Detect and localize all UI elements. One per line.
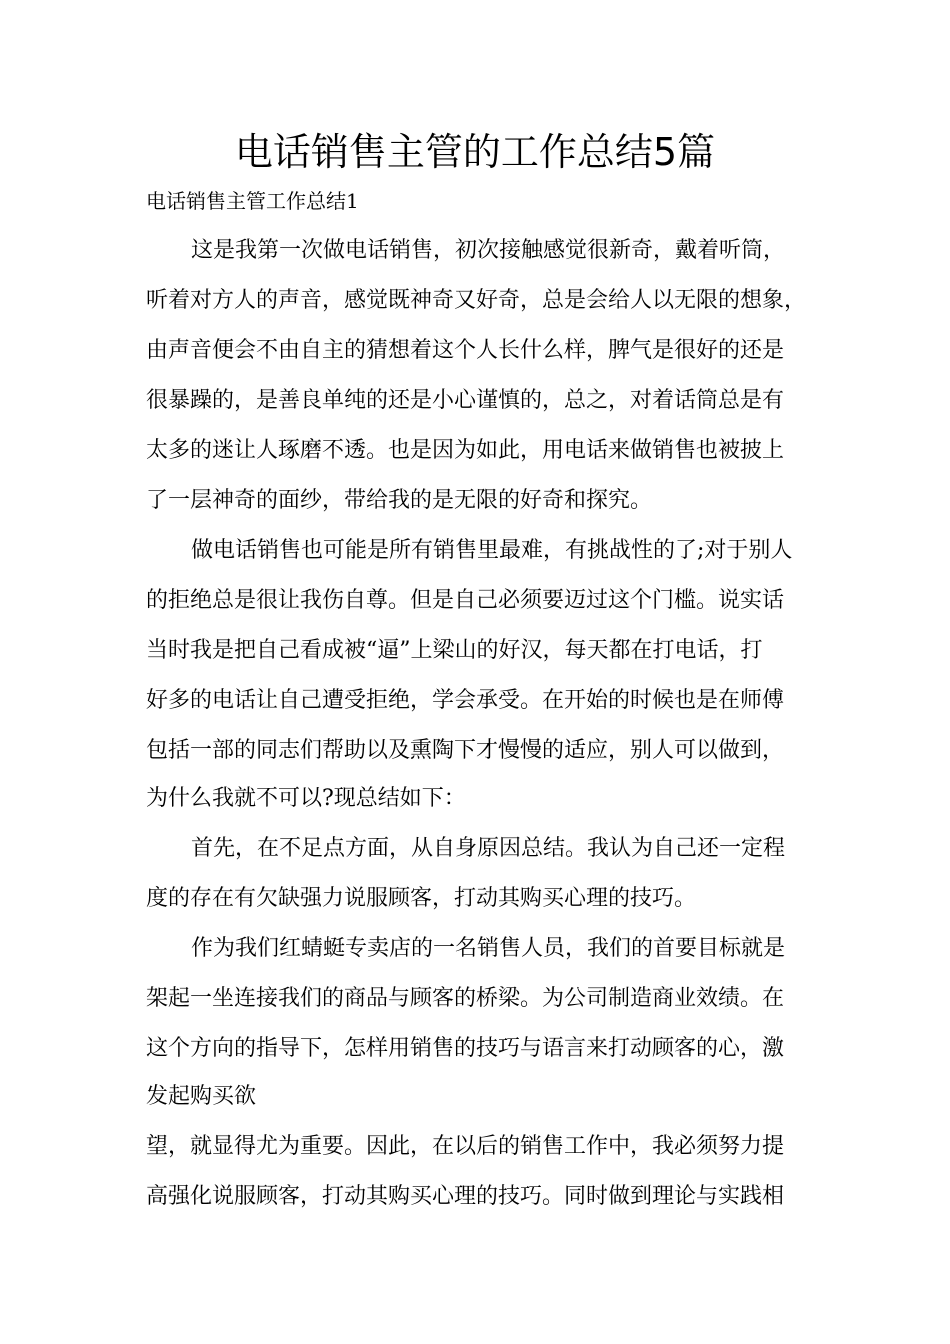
text-line: 为什么我就不可以?现总结如下： — [146, 786, 466, 811]
text-line: 由声音便会不由自主的猜想着这个人长什么样，脾气是很好的还是 — [146, 338, 785, 363]
text-line: 当时我是把自己看成被“逼”上梁山的好汉，每天都在打电话，打 — [146, 638, 763, 663]
text-line: 这个方向的指导下，怎样用销售的技巧与语言来打动顾客的心，激 — [146, 1036, 785, 1061]
text-line: 很暴躁的，是善良单纯的还是小心谨慎的，总之，对着话筒总是有 — [146, 388, 785, 413]
text-line: 发起购买欲 — [146, 1084, 257, 1109]
text-line: 做电话销售也可能是所有销售里最难，有挑战性的了;对于别人 — [191, 538, 793, 563]
text-line: 了一层神奇的面纱，带给我的是无限的好奇和探究。 — [146, 488, 653, 513]
text-line: 首先，在不足点方面，从自身原因总结。我认为自己还一定程 — [191, 836, 786, 861]
text-line: 好多的电话让自己遭受拒绝，学会承受。在开始的时候也是在师傅 — [146, 688, 785, 713]
text-line: 太多的迷让人琢磨不透。也是因为如此，用电话来做销售也被披上 — [146, 438, 785, 463]
text-line: 望，就显得尤为重要。因此，在以后的销售工作中，我必须努力提 — [146, 1134, 785, 1159]
text-line: 架起一坐连接我们的商品与顾客的桥梁。为公司制造商业效绩。在 — [146, 986, 785, 1011]
text-line: 听着对方人的声音，感觉既神奇又好奇，总是会给人以无限的想象， — [146, 288, 807, 313]
text-line: 的拒绝总是很让我伤自尊。但是自己必须要迈过这个门槛。说实话 — [146, 588, 785, 613]
section-heading: 电话销售主管工作总结1 — [146, 189, 359, 213]
text-line: 作为我们红蜻蜓专卖店的一名销售人员，我们的首要目标就是 — [191, 936, 786, 961]
text-line: 高强化说服顾客，打动其购买心理的技巧。同时做到理论与实践相 — [146, 1184, 785, 1209]
text-line: 这是我第一次做电话销售，初次接触感觉很新奇，戴着听筒， — [191, 238, 786, 263]
text-line: 包括一部的同志们帮助以及熏陶下才慢慢的适应，别人可以做到， — [146, 738, 785, 763]
document-title: 电话销售主管的工作总结5篇 — [234, 130, 716, 174]
text-line: 度的存在有欠缺强力说服顾客，打动其购买心理的技巧。 — [146, 886, 697, 911]
